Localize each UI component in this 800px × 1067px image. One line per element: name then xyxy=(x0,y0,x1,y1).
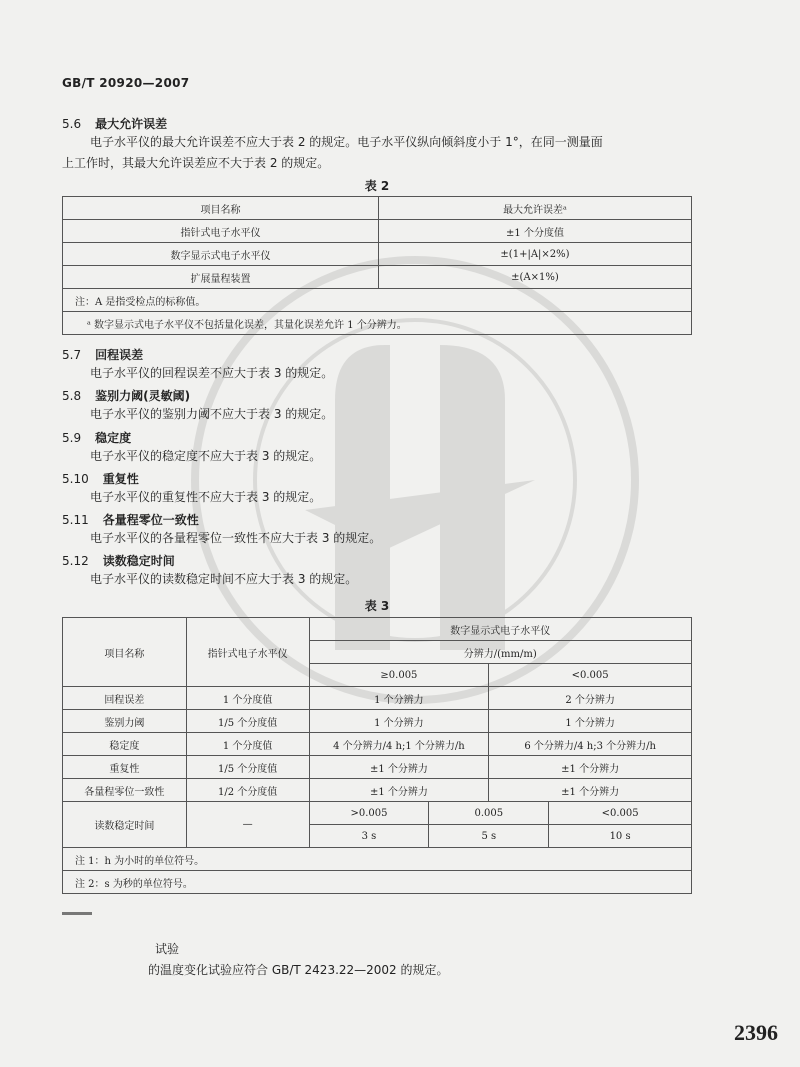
section-5-6 xyxy=(62,115,167,132)
section-title: 各量程零位一致性 xyxy=(102,513,199,527)
table-cell: 稳定度 xyxy=(63,733,187,756)
section-number: 5.8 xyxy=(62,389,82,403)
table-note: 注 1：h 为小时的单位符号。 xyxy=(63,848,692,871)
table-header-lt: <0.005 xyxy=(489,664,692,687)
table-row xyxy=(63,220,692,243)
section-5-11 xyxy=(62,511,199,528)
table-cell: ±1 个分辨力 xyxy=(309,756,489,779)
table-row xyxy=(63,779,692,802)
table-header-error: 最大允许误差ᵃ xyxy=(379,197,692,220)
table-cell: 5 s xyxy=(429,825,549,848)
table-cell: 1 个分度值 xyxy=(186,733,309,756)
cropped-heading-fragment xyxy=(62,912,92,915)
table-cell: 读数稳定时间 xyxy=(63,802,187,848)
table-cell: 1 个分辨力 xyxy=(309,687,489,710)
section-number: 5.11 xyxy=(62,513,89,527)
paragraph-line: 电子水平仪的最大允许误差不应大于表 2 的规定。电子水平仪纵向倾斜度小于 1°，在同一测量面 xyxy=(90,135,603,149)
table-cell: 鉴别力阈 xyxy=(63,710,187,733)
table-header-item: 项目名称 xyxy=(63,618,187,687)
section-5-10 xyxy=(62,470,139,487)
table-cell: ±1 个分辨力 xyxy=(489,756,692,779)
section-number: 5.7 xyxy=(62,348,82,362)
paragraph-line: 电子水平仪的重复性不应大于表 3 的规定。 xyxy=(90,490,322,504)
table-cell: ±1 个分辨力 xyxy=(489,779,692,802)
table-header-resolution: 分辨力/(mm/m) xyxy=(309,641,691,664)
table-cell: ±1 个分辨力 xyxy=(309,779,489,802)
table-3-caption: 表 3 xyxy=(364,599,390,613)
table-cell: 1 个分度值 xyxy=(186,687,309,710)
table-row xyxy=(63,243,692,266)
section-title: 回程误差 xyxy=(95,348,144,362)
table-cell: ±(1+|A|×2%) xyxy=(379,243,692,266)
cropped-paragraph-line: 的温度变化试验应符合 GB/T 2423.22—2002 的规定。 xyxy=(148,963,449,977)
section-title: 鉴别力阈(灵敏阈) xyxy=(95,389,191,403)
section-number: 5.6 xyxy=(62,117,82,131)
paragraph-line: 上工作时，其最大允许误差应不大于表 2 的规定。 xyxy=(62,156,330,170)
table-cell: ±1 个分度值 xyxy=(379,220,692,243)
table-row xyxy=(63,710,692,733)
section-number: 5.12 xyxy=(62,554,89,568)
table-row xyxy=(63,687,692,710)
table-cell: 1 个分辨力 xyxy=(309,710,489,733)
table-row xyxy=(63,266,692,289)
table-cell: ±(A×1%) xyxy=(379,266,692,289)
table-header-item: 项目名称 xyxy=(63,197,379,220)
table-3 xyxy=(62,617,692,894)
table-row xyxy=(63,802,692,825)
section-title: 最大允许误差 xyxy=(95,117,168,131)
table-cell: 2 个分辨力 xyxy=(489,687,692,710)
table-cell: 指针式电子水平仪 xyxy=(63,220,379,243)
standard-number: GB/T 20920—2007 xyxy=(62,76,190,90)
section-5-9 xyxy=(62,429,131,446)
section-number: 5.10 xyxy=(62,472,89,486)
table-footnote: ᵃ 数字显示式电子水平仪不包括量化误差，其量化误差允许 1 个分辨力。 xyxy=(63,312,692,335)
table-cell: 扩展量程装置 xyxy=(63,266,379,289)
table-cell: 6 个分辨力/4 h;3 个分辨力/h xyxy=(489,733,692,756)
section-5-7 xyxy=(62,346,143,363)
table-cell: 3 s xyxy=(309,825,429,848)
table-cell: <0.005 xyxy=(549,802,692,825)
table-cell: 1 个分辨力 xyxy=(489,710,692,733)
cropped-section-title: 试验 xyxy=(155,942,180,956)
table-cell: 1/5 个分度值 xyxy=(186,756,309,779)
table-cell: — xyxy=(186,802,309,848)
paragraph-line: 电子水平仪的鉴别力阈不应大于表 3 的规定。 xyxy=(90,407,334,421)
table-header-pointer: 指针式电子水平仪 xyxy=(186,618,309,687)
table-cell: 各量程零位一致性 xyxy=(63,779,187,802)
table-cell: 回程误差 xyxy=(63,687,187,710)
paragraph-line: 电子水平仪的稳定度不应大于表 3 的规定。 xyxy=(90,449,322,463)
section-title: 重复性 xyxy=(102,472,139,486)
table-row xyxy=(63,733,692,756)
section-number: 5.9 xyxy=(62,431,82,445)
table-cell: 重复性 xyxy=(63,756,187,779)
table-cell: >0.005 xyxy=(309,802,429,825)
table-header-ge: ≥0.005 xyxy=(309,664,489,687)
section-title: 读数稳定时间 xyxy=(102,554,175,568)
paragraph-line: 电子水平仪的回程误差不应大于表 3 的规定。 xyxy=(90,366,334,380)
section-5-8 xyxy=(62,387,190,404)
table-cell: 数字显示式电子水平仪 xyxy=(63,243,379,266)
table-note: 注 2：s 为秒的单位符号。 xyxy=(63,871,692,894)
table-cell: 0.005 xyxy=(429,802,549,825)
table-cell: 1/2 个分度值 xyxy=(186,779,309,802)
table-note: 注：A 是指受检点的标称值。 xyxy=(63,289,692,312)
paragraph-line: 电子水平仪的各量程零位一致性不应大于表 3 的规定。 xyxy=(90,531,382,545)
section-title: 稳定度 xyxy=(95,431,132,445)
section-5-12 xyxy=(62,552,175,569)
paragraph-line: 电子水平仪的读数稳定时间不应大于表 3 的规定。 xyxy=(90,572,358,586)
table-cell: 1/5 个分度值 xyxy=(186,710,309,733)
table-2 xyxy=(62,196,692,335)
table-row xyxy=(63,756,692,779)
page-number: 2396 xyxy=(734,1020,778,1045)
table-cell: 4 个分辨力/4 h;1 个分辨力/h xyxy=(309,733,489,756)
table-cell: 10 s xyxy=(549,825,692,848)
table-2-caption: 表 2 xyxy=(364,179,390,193)
table-header-digital: 数字显示式电子水平仪 xyxy=(309,618,691,641)
